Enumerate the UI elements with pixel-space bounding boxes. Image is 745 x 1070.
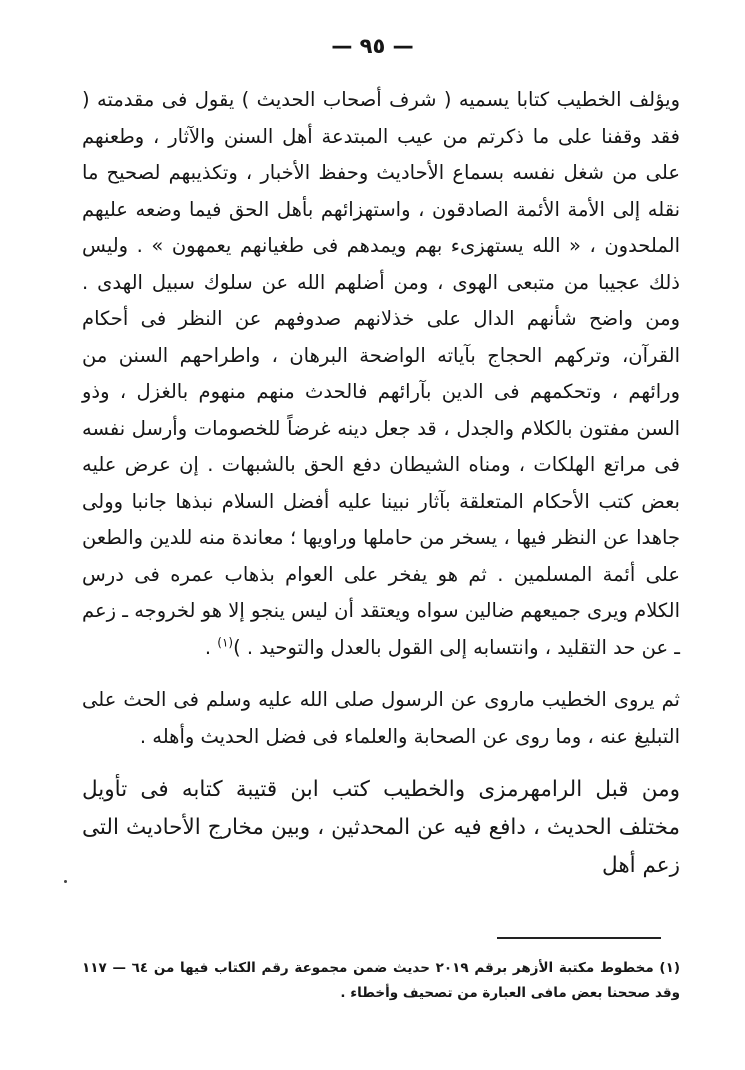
body-text [82, 82, 680, 885]
paragraph-2: ثم يروى الخطيب ماروى عن الرسول صلى الله عليه وسلم فى الحث على التبليغ عنه ، وما روى عن الصحابة والعلماء فى فضل الحديث وأهله . [82, 688, 680, 748]
scan-speck [64, 880, 67, 883]
footnote: (١) مخطوط مكتبة الأزهر برقم ٢٠١٩ حديث ضمن مجموعة رقم الكتاب فيها من ٦٤ — ١١٧ وقد صححنا بعض مافى العبارة من تصحيف وأخطاء . [82, 960, 680, 1001]
paragraph-3: ومن قبل الرامهرمزى والخطيب كتب ابن قتيبة كتابه فى تأويل مختلف الحديث ، دافع فيه عن المحدثين ، وبين مخارج الأحاديث التى زعم أهل [82, 777, 680, 878]
paragraph-1-text: ويؤلف الخطيب كتابا يسميه ( شرف أصحاب الحديث ) يقول فى مقدمته ( فقد وقفنا على ما ذكرتم من عيب المبتدعة أهل السنن والآثار ، وطعنهم على من شغل نفسه بسماع الأحاديث وحفظ الأخبار ، وتكذيبهم لصحيح ما نقله إلى الأمة الأئمة الصادقون ، واستهزائهم بأهل الحق فيما وضعه عليهم الملحدون ، « الله يستهزىء بهم ويمدهم فى طغيانهم يعمهون » . وليس ذلك عجيبا من متبعى الهوى ، ومن أضلهم الله عن سلوك سبيل الهدى . ومن واضح شأنهم الدال على خذلانهم صدوفهم عن النظر فى أحكام القرآن، وتركهم الحجاج بآياته الواضحة البرهان ، واطراحهم السنن من ورائهم ، وتحكمهم فى الدين بآرائهم فالحدث منهم منهوم بالغزل ، وذو السن مفتون بالكلام والجدل ، قد جعل دينه غرضاً للخصومات وأرسل نفسه فى مراتع الهلكات ، ومناه الشيطان دفع الحق بالشبهات . إن عرض عليه بعض كتب الأحكام المتعلقة بآثار نبينا عليه أفضل السلام نبذها جانبا وولى جاهدا عن النظر فيها ، يسخر من حاملها وراويها ؛ معاندة منه للدين والطعن على أئمة المسلمين . ثم هو يفخر على العوام بذهاب عمره فى درس الكلام ويرى جميعهم ضالين سواه ويعتقد أن ليس ينجو إلا هو لخروجه ـ زعم ـ عن حد التقليد ، وانتسابه إلى القول بالعدل والتوحيد . ) [82, 88, 680, 659]
paragraph-1 [82, 82, 680, 666]
footnote-reference: (١) [217, 635, 234, 649]
closing-mark: . [204, 635, 212, 659]
footnote-separator [497, 937, 661, 939]
page-number: — ٩٥ — [331, 34, 414, 58]
